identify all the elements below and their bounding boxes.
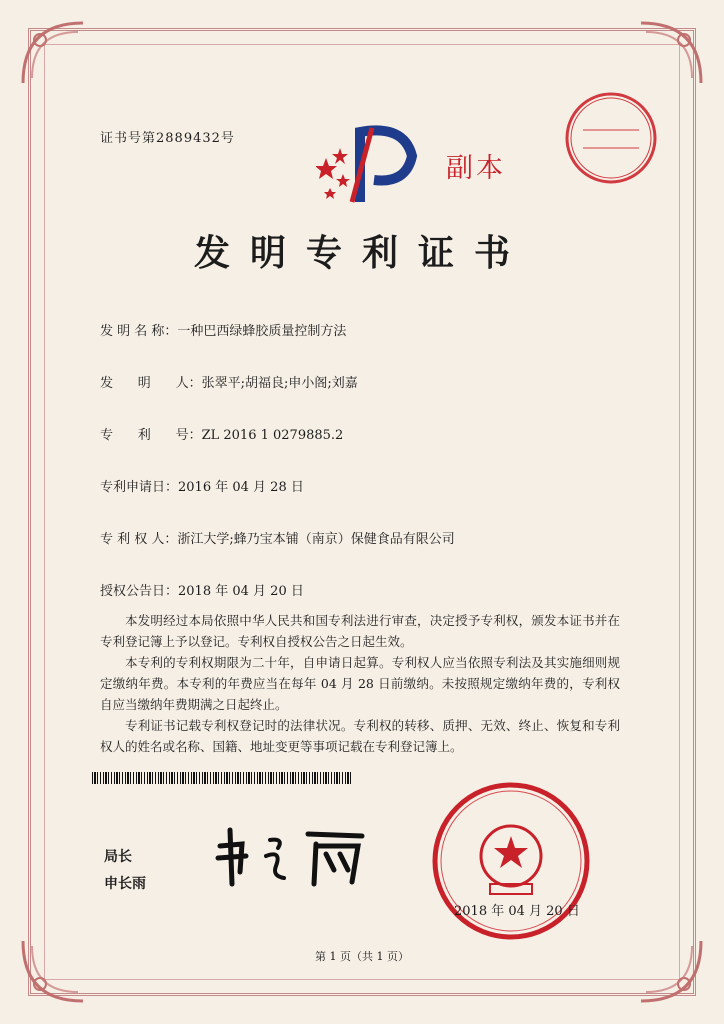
field-patentee [100,528,455,547]
field-value: 张翠平;胡福良;申小阁;刘嘉 [201,376,358,391]
body-paragraph: 本专利的专利权期限为二十年，自申请日起算。专利权人应当依照专利法及其实施细则规定缴纳年费。本专利的年费应当在每年 04 月 28 日前缴纳。未按照规定缴纳年费的，专利权自应当缴纳年费期满之日起终止。 [100,655,620,712]
barcode [92,772,352,784]
field-label: 授权公告日： [100,584,179,599]
field-invention-name [100,320,346,339]
official-title: 局长 [104,849,132,865]
field-value: 2016 年 04 月 28 日 [178,480,304,495]
field-label: 发 明 名 称： [100,324,178,339]
certificate-number: 证书号第2889432号 [100,131,235,146]
field-value: 2018 年 04 月 20 日 [178,584,304,599]
field-value: 一种巴西绿蜂胶质量控制方法 [177,324,347,339]
field-label: 专 利 权 人： [100,532,178,547]
field-patent-number [100,424,343,443]
official-name: 申长雨 [104,876,146,892]
corner-ornament-bottom-left [18,936,88,1006]
field-value: 浙江大学;蜂乃宝本铺（南京）保健食品有限公司 [177,532,455,547]
body-paragraph: 本发明经过本局依照中华人民共和国专利法进行审查，决定授予专利权，颁发本证书并在专利登记簿上予以登记。专利权自授权公告之日起生效。 [100,613,620,649]
field-value: ZL 2016 1 0279885.2 [201,428,344,443]
handwritten-signature-icon [212,826,372,890]
copy-mark: 副本 [446,153,506,184]
agency-stamp-icon [563,90,659,186]
cnipa-logo-icon [316,118,428,206]
field-label: 专 利 号： [100,428,202,443]
corner-ornament-top-left [18,18,88,88]
corner-ornament-top-right [636,18,706,88]
page-footer: 第 1 页（共 1 页） [315,950,409,963]
field-grant-date [100,580,304,599]
issue-date: 2018 年 04 月 20 日 [454,904,580,919]
field-application-date [100,476,304,495]
field-label: 专利申请日： [100,480,179,495]
field-label: 发 明 人： [100,376,202,391]
certificate-body [100,610,620,757]
document-title: 发明专利证书 [193,232,530,274]
body-paragraph: 专利证书记载专利权登记时的法律状况。专利权的转移、质押、无效、终止、恢复和专利权人的姓名或名称、国籍、地址变更等事项记载在专利登记簿上。 [100,718,620,754]
corner-ornament-bottom-right [636,936,706,1006]
field-inventors [100,372,358,391]
official-block [104,844,146,898]
